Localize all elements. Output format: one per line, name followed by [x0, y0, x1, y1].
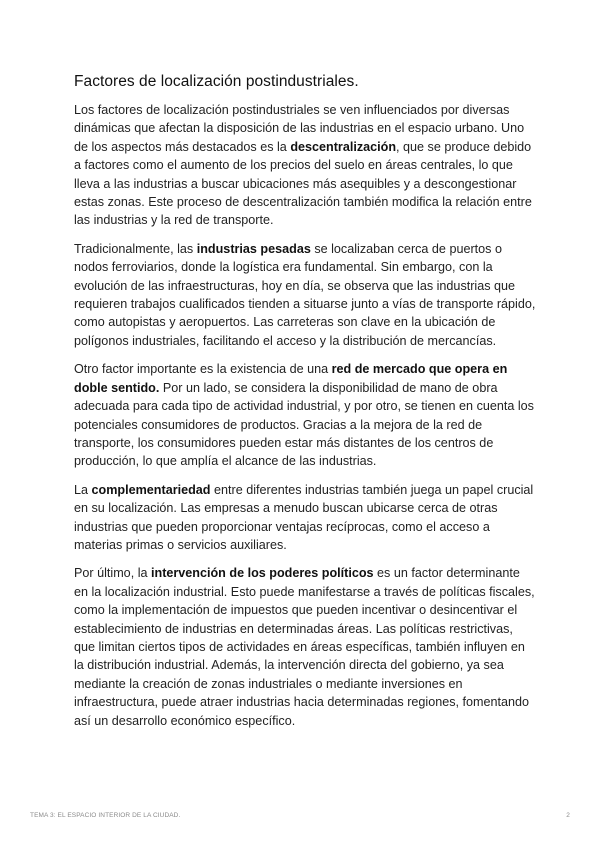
bold-term-complementariedad: complementariedad [91, 482, 211, 497]
paragraph-text: Por último, la [74, 566, 151, 581]
section-title: Factores de localización postindustriales. [74, 73, 359, 90]
paragraph-text: Por un lado, se considera la disponibilidad de mano de obra adecuada para cada tipo de actividad industrial, y por otro, se tienen en cuenta los potenciales consumidores de productos. Gracias a la mejora de la red de transporte, los consumidores pueden estar más distantes de los centros de producción, lo que amplía el alcance de las industrias. [74, 380, 534, 469]
paragraph-text: Otro factor importante es la existencia de una [74, 362, 332, 377]
paragraph-text: Tradicionalmente, las [74, 241, 197, 256]
paragraph-text: , que se produce debido a factores como el aumento de los precios del suelo en áreas centrales, lo que lleva a las industrias a buscar ubicaciones más asequibles y a descongestionar estas zonas. Este proceso de descentralización también modifica la relación entre las industrias y la red de transporte. [74, 139, 532, 228]
document-body [74, 71, 536, 740]
paragraph-red-de-mercado [74, 360, 536, 470]
paragraph-poderes-politicos [74, 564, 536, 730]
page-footer [30, 812, 570, 819]
paragraph-text: se localizaban cerca de puertos o nodos ferroviarios, donde la logística era fundamental. Sin embargo, con la evolución de las infraestructuras, hoy en día, se observa que las industrias que requieren trabajos cualificados tienden a situarse junto a vías de transporte rápido, como autopistas y aeropuertos. Las carreteras son clave en la ubicación de polígonos industriales, facilitando el acceso y la distribución de mercancías. [74, 241, 536, 348]
page-number: 2 [566, 812, 570, 819]
bold-term-red-de-mercado: red de mercado que opera en doble sentido. [74, 362, 508, 395]
footer-chapter-title: TEMA 3: EL ESPACIO INTERIOR DE LA CIUDAD. [30, 812, 181, 819]
paragraph-text: entre diferentes industrias también juega un papel crucial en su localización. Las empresas a menudo buscan ubicarse cerca de otras industrias que pueden proporcionar ventajas recíprocas, como el acceso a materias primas o servicios auxiliares. [74, 482, 534, 552]
paragraph-text: La [74, 482, 92, 497]
paragraph-descentralizacion [74, 101, 536, 230]
bold-term-poderes-politicos: intervención de los poderes políticos [151, 566, 374, 581]
paragraph-text: Los factores de localización postindustriales se ven influenciados por diversas dinámicas que afectan la disposición de las industrias en el espacio urbano. Uno de los aspectos más destacados es la [74, 103, 525, 154]
paragraph-complementariedad [74, 481, 536, 555]
paragraph-industrias-pesadas [74, 240, 536, 350]
paragraph-text: es un factor determinante en la localización industrial. Esto puede manifestarse a través de políticas fiscales, como la implementación de impuestos que pueden incentivar o desincentivar el establecimiento de industrias en determinadas áreas. Las políticas restrictivas, que limitan ciertos tipos de actividades en áreas específicas, también influyen en la distribución industrial. Además, la intervención directa del gobierno, ya sea mediante la creación de zonas industriales o mediante inversiones en infraestructura, puede atraer industrias hacia determinadas regiones, fomentando así un desarrollo económico específico. [74, 566, 535, 728]
bold-term-industrias-pesadas: industrias pesadas [196, 241, 311, 256]
bold-term-descentralizacion: descentralización [290, 139, 397, 154]
